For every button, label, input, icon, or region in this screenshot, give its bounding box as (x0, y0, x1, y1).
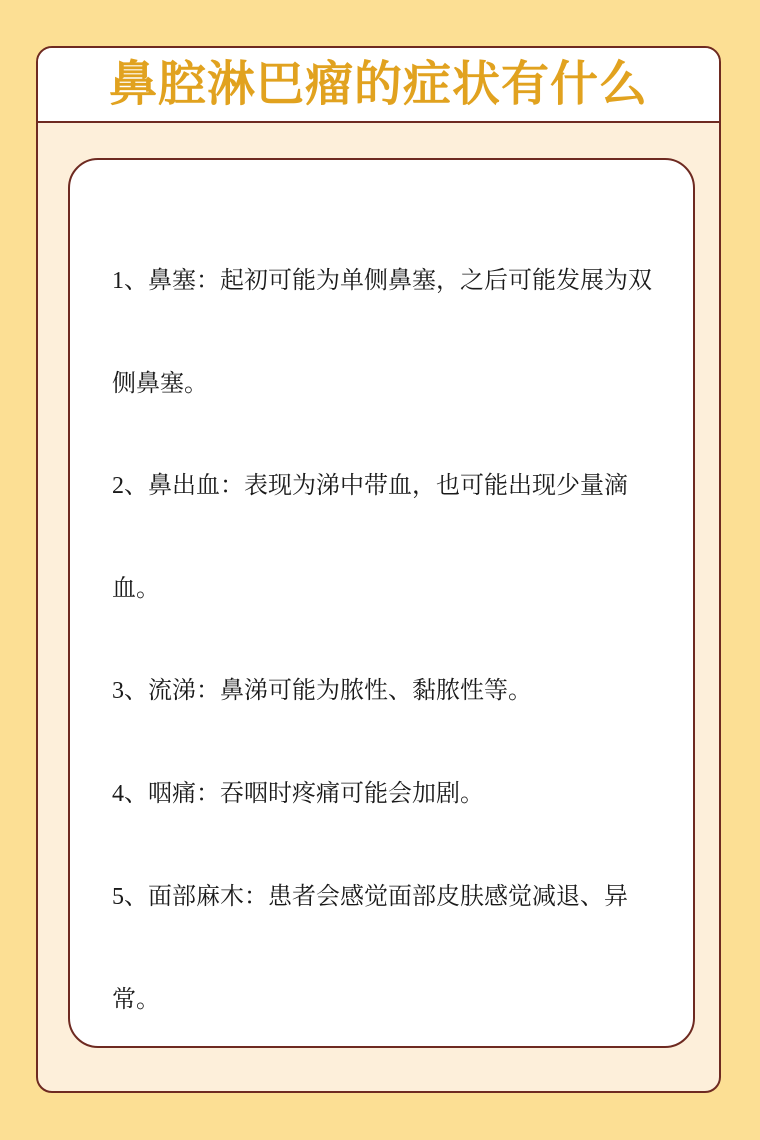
item-text: 、鼻出血：表现为涕中带血，也可能出现少量滴血。 (112, 471, 628, 602)
list-item (112, 742, 652, 845)
item-text: 、面部麻木：患者会感觉面部皮肤感觉减退、异常。 (112, 882, 628, 1013)
item-text: 、流涕：鼻涕可能为脓性、黏脓性等。 (124, 676, 532, 704)
list-item (112, 845, 652, 1050)
item-text: 、鼻塞：起初可能为单侧鼻塞，之后可能发展为双侧鼻塞。 (112, 266, 652, 397)
list-item (112, 434, 652, 639)
item-number: 5 (112, 884, 124, 910)
list-item (112, 229, 652, 434)
title-bar (38, 48, 719, 123)
item-number: 4 (112, 781, 124, 807)
item-number: 3 (112, 678, 124, 704)
list-item (112, 639, 652, 742)
item-text: 、咽痛：吞咽时疼痛可能会加剧。 (124, 779, 484, 807)
content-card (68, 158, 695, 1048)
symptom-list (112, 229, 652, 1050)
page-title: 鼻腔淋巴瘤的症状有什么 (108, 56, 648, 112)
item-number: 2 (112, 473, 124, 499)
outer-card (36, 46, 721, 1093)
item-number: 1 (112, 268, 124, 294)
